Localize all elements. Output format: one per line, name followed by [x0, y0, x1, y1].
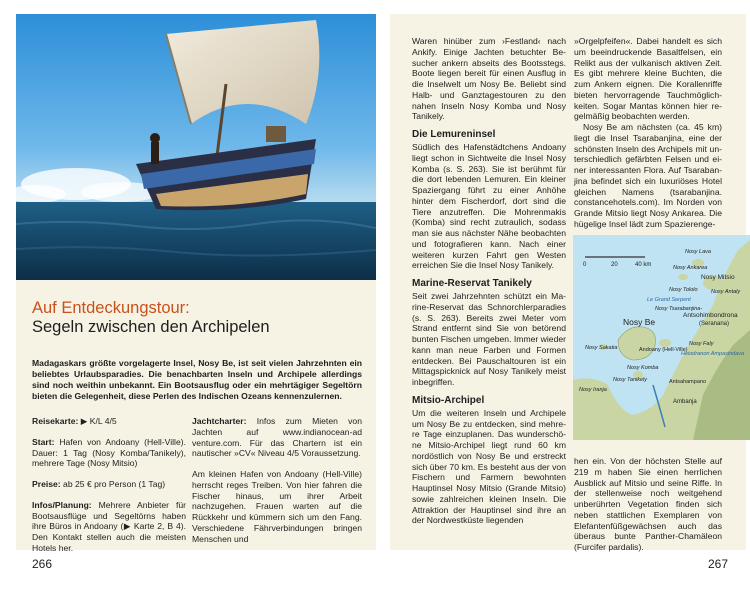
map-place-label: Heiodranon Ampasindava [681, 351, 745, 357]
text-column-2-continued [574, 456, 722, 553]
map-place-label: Andoany (Hell-Ville) [639, 347, 688, 353]
nosy-be-map [573, 235, 750, 440]
lemuren-paragraph: Südlich des Hafenstädtchens Andoany liegt schon in Sichtweite die Insel Nosy Komba (s. S. 263). Sie ist berühmt für die dort lebenden Lemuren. Ein kleiner Spaziergang führt zu einer Anhöhe hinter dem Fischerdorf, dort sind die Tiere anzutreffen. Die Mohrenmakis (Komba) sind recht zutraulich, sodass man sie aus nächster Nähe beobachten und fotografieren kann. Nach einer weiteren kurzen Fahrt gen Westen erreichen Sie die Insel Nosy Tanikely. [412, 142, 566, 271]
map-scale-label: 0 [583, 262, 587, 268]
info-text: Mehrere Anbieter für Bootsausflüge und Segeltörns haben ihre Büros in Andoany (▶ Karte 2, B 4). Den Kontakt stellen auch die meisten Hotels her. [32, 499, 186, 553]
dhow-photo-image [16, 14, 376, 280]
intro-paragraph: Waren hinüber zum ›Festland‹ nach Ankify. Einige Jachten betuchter Besucher ankern abseits des Bootsstegs. Boote liegen bereit für einen Ausflug in die Inselwelt um Nosy Be. Beliebt sind Halb- und Ganztagestouren zu den nahen Inseln Nosy Komba und Nosy Tanikely. [412, 36, 566, 122]
info-label: Jachtcharter: [192, 416, 247, 426]
info-text: ab 25 € pro Person (1 Tag) [60, 479, 166, 489]
map-place-label: Nosy Iranja [579, 387, 607, 393]
dhow-sailing-photo [16, 14, 376, 280]
left-page [16, 14, 376, 553]
info-text: ▶ K/L 4/5 [78, 416, 117, 426]
page-number-right: 267 [708, 557, 729, 571]
map-place-label: Antsahampano [669, 379, 706, 385]
map-place-label: Nosy Ankarea [673, 265, 708, 271]
heading-marine-reservat: Marine-Reservat Tanikely [412, 278, 532, 289]
info-label: Preise: [32, 479, 61, 489]
info-reisekarte [32, 416, 186, 427]
chapter-subtitle: Segeln zwischen den Archipelen [32, 318, 270, 336]
tsarabanjina-paragraph: Nosy Be am nächsten (ca. 45 km) liegt die Insel Tsarabanjina, eine der schönsten Inseln des Archipels mit unterschiedlich gefärbten Felsen und einer interessanten Flora. Auf Tsarabanjina befindet sich ein luxuriöses Hotel gleichen Namens (tsarabanjina. constancehotels.com). Im Norden von Grande Mitsio liegt Nosy Ankarea. Die hügelige Insel lädt zum Spazierenge- [574, 122, 722, 229]
map-place-label: Nosy Lava [685, 249, 711, 255]
map-place-label: Nosy Tsarabanjina- [655, 306, 703, 312]
map-place-label: Nosy Tololo [669, 287, 698, 293]
heading-lemureninsel: Die Lemureninsel [412, 129, 496, 140]
map-place-label: Ambanja [673, 399, 697, 405]
info-planung [32, 500, 186, 554]
mitsio-paragraph: Um die weiteren Inseln und Archipele um Nosy Be zu entdecken, sind mehrere Tage einzuplanen. Das wunderschöne Mitsio-Archipel liegt rund 60 km nordöstlich von Nosy Be und erstreckt sich über 70 km. Es besteht aus der von Fischern und Farmern bewohnten Hauptinsel Nosy Mitsio (Grande Mitsio) sowie zahlreichen kleinen Inseln. Die Attraktion der Hauptinsel sind ihre an der Nordwestküste liegenden [412, 407, 566, 526]
marine-paragraph: Seit zwei Jahrzehnten schützt ein Marine-Reservat das Schnorchlerparadies (s. S. 263). Bereits zwei Meter vom Strand entfernt sind Sie von betörend bunten Fischen umgeben. Immer wieder kann man neue Farben und Formen entdecken. Bei Pauschaltouren ist ein Mittagspicknick auf Nosy Tanikely meist inbegriffen. [412, 291, 566, 387]
page-number-left: 266 [32, 557, 53, 571]
text-column-1 [412, 36, 566, 526]
map-place-label: (Seranana) [699, 321, 730, 327]
map-place-label: Nosy Antaly [711, 289, 741, 295]
map-scale-label: 20 [611, 262, 618, 268]
map-place-label: Nosy Komba [627, 365, 659, 371]
map-place-label: Le Grand Serpent [647, 297, 691, 303]
info-label: Start: [32, 436, 55, 447]
text-column-2 [574, 36, 722, 230]
map-graphic [573, 235, 750, 440]
info-label: Reisekarte: [32, 416, 79, 426]
info-start [32, 437, 186, 469]
ankarea-paragraph: hen ein. Von der höchsten Stelle auf 219 m haben Sie einen herrlichen Ausblick auf Mitsio und seine Riffe. In der stellenweise noch weitgehend unberührten Vegetation finden sich neben stattlichen Exemplaren von Elefantenfüßgewächsen auch das überaus bunte Panther-Chamäleon (Furcifer pardalis). [574, 456, 722, 552]
map-place-label: Nosy Sakatia [585, 345, 618, 351]
info-label: Infos/Planung: [32, 499, 92, 510]
map-place-label: Antsohimbondrona [683, 312, 738, 319]
info-text: Hafen von Andoany (Hell-Ville). Dauer: 1 Tag (Nosy Komba/Tanikely), mehrere Tage (Nosy Mitsio) [32, 436, 186, 469]
map-place-label: Nosy Faly [689, 341, 714, 347]
info-text: Infos zum Mieten von Jachten auf www.indianocean-ad venture.com. Für das Chartern ist ein nautischer »CV« Niveau 4/5 Voraussetzung. [192, 416, 362, 459]
body-paragraph: Am kleinen Hafen von Andoany (Hell-Ville) herrscht reges Treiben. Von hier fahren die Fischer hinaus, um ihrer Arbeit nachzugehen. Frauen warten auf die Rückkehr und kümmern sich um den Fang. Verschiedene Fährverbindungen bringen Menschen und [192, 469, 362, 544]
map-place-label: Nosy Mitsio [701, 274, 735, 281]
info-column-1 [32, 416, 186, 554]
map-place-label: Nosy Be [623, 317, 656, 327]
info-preise [32, 479, 186, 490]
map-scale-label: 40 km [635, 262, 652, 268]
chapter-title: Auf Entdeckungstour: [32, 299, 190, 317]
info-jachtcharter [192, 416, 362, 459]
heading-mitsio-archipel: Mitsio-Archipel [412, 394, 485, 406]
orgelpfeifen-paragraph: »Orgelpfeifen«. Dabei handelt es sich um beeindruckende Basaltfelsen, ein Relikt aus der vulkanisch aktiven Zeit. Es gibt mehrere kleine Buchten, die zum Ankern eignen. Die Korallenriffe bieten hervorragende Tauchmöglichkeiten. Sogar Mantas können hier regelmäßig beobachten werden. [574, 36, 722, 122]
info-column-2 [192, 416, 362, 544]
map-place-label: Nosy Tanikely [613, 377, 648, 383]
chapter-heading [32, 299, 362, 337]
lead-paragraph: Madagaskars größte vorgelagerte Insel, Nosy Be, ist seit vielen Jahrzehnten ein beliebtes Urlaubsparadies. Die benachbarten Inseln und Archipele allerdings sind noch weithin unbekannt. Ein Bootsausflug oder ein mehrtägiger Segeltörn bieten die Gelegenheit, diese Perlen des Indischen Ozeans kennenzulernen. [32, 358, 362, 401]
